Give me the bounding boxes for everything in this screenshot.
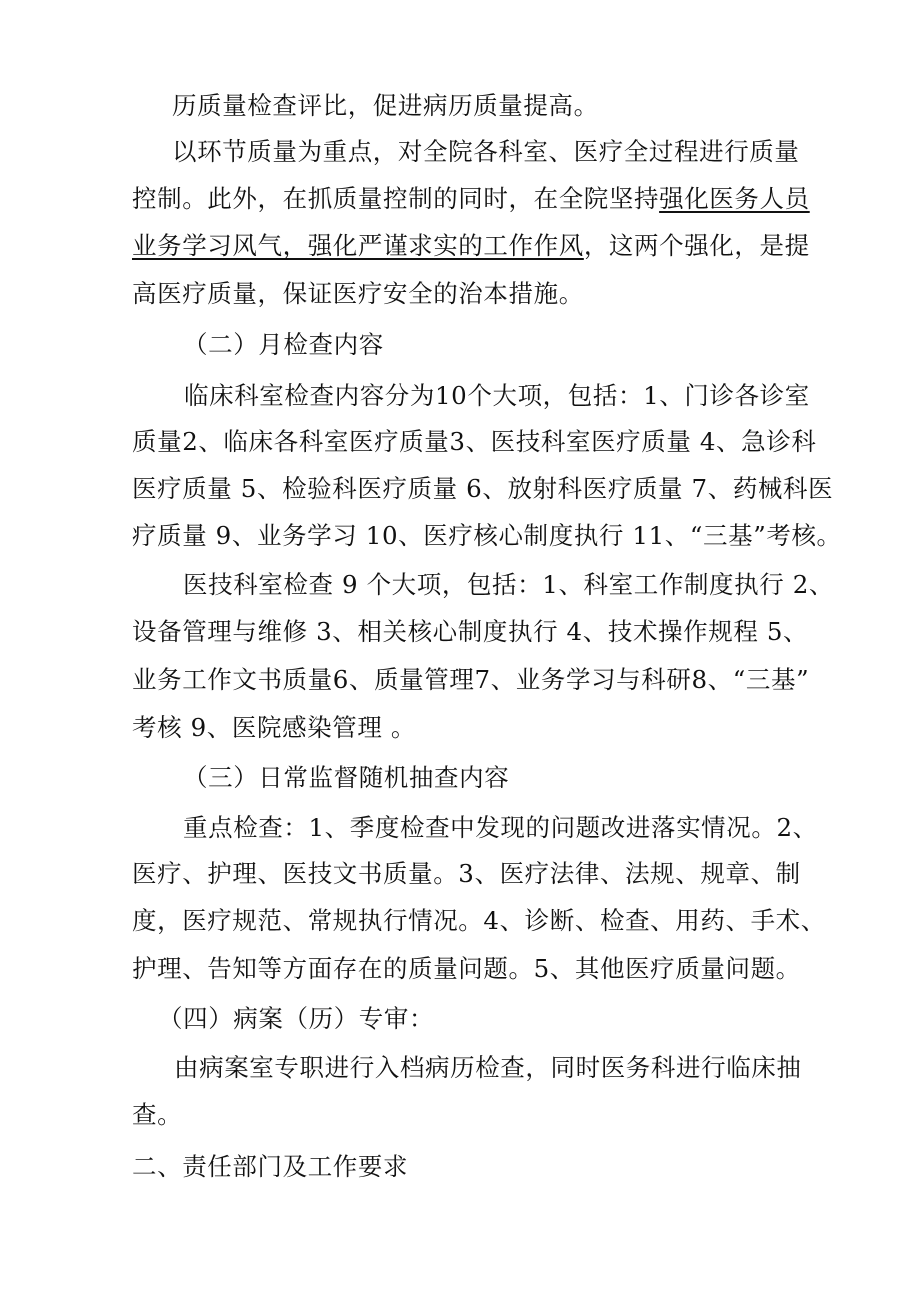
underlined-text: 业务学习风气，强化严谨求实的工作作风 <box>132 231 584 260</box>
paragraph-line: 疗质量 9、业务学习 10、医疗核心制度执行 11、“三基”考核。 <box>132 521 842 550</box>
paragraph-line: 设备管理与维修 3、相关核心制度执行 4、技术操作规程 5、 <box>132 617 809 646</box>
paragraph-line: 医疗、护理、医技文书质量。3、医疗法律、法规、规章、制 <box>132 859 801 888</box>
text-run: 控制。此外，在抓质量控制的同时，在全院坚持 <box>132 184 660 213</box>
section-heading: 二、责任部门及工作要求 <box>132 1152 409 1181</box>
paragraph-line: 高医疗质量，保证医疗安全的治本措施。 <box>132 279 584 308</box>
paragraph-line: 考核 9、医院感染管理 。 <box>132 713 416 742</box>
paragraph-line <box>132 230 810 262</box>
text-run: ，这两个强化，是提 <box>583 231 810 260</box>
paragraph-line: 度，医疗规范、常规执行情况。4、诊断、检查、用药、手术、 <box>132 906 826 935</box>
paragraph-line: 质量2、临床各科室医疗质量3、医技科室医疗质量 4、急诊科 <box>132 427 817 456</box>
paragraph-line: 医技科室检查 9 个大项，包括：1、科室工作制度执行 2、 <box>183 570 835 599</box>
paragraph-line: 护理、告知等方面存在的质量问题。5、其他医疗质量问题。 <box>132 954 801 983</box>
paragraph-line: 由病案室专职进行入档病历检查，同时医务科进行临床抽 <box>174 1053 802 1082</box>
paragraph-line <box>132 183 810 215</box>
paragraph-line: 临床科室检查内容分为10个大项，包括：1、门诊各诊室 <box>184 381 810 410</box>
section-heading: （二）月检查内容 <box>183 330 384 359</box>
paragraph-line: 以环节质量为重点，对全院各科室、医疗全过程进行质量 <box>172 137 800 166</box>
paragraph-line: 历质量检查评比，促进病历质量提高。 <box>172 91 599 120</box>
paragraph-line: 医疗质量 5、检验科医疗质量 6、放射科医疗质量 7、药械科医 <box>132 474 834 503</box>
paragraph-line: 查。 <box>132 1100 183 1129</box>
paragraph-line: 重点检查：1、季度检查中发现的问题改进落实情况。2、 <box>183 813 818 842</box>
underlined-text: 强化医务人员 <box>659 184 810 213</box>
section-heading: （四）病案（历）专审： <box>158 1004 435 1033</box>
section-heading: （三）日常监督随机抽查内容 <box>183 763 510 792</box>
paragraph-line: 业务工作文书质量6、质量管理7、业务学习与科研8、“三基” <box>132 665 810 694</box>
